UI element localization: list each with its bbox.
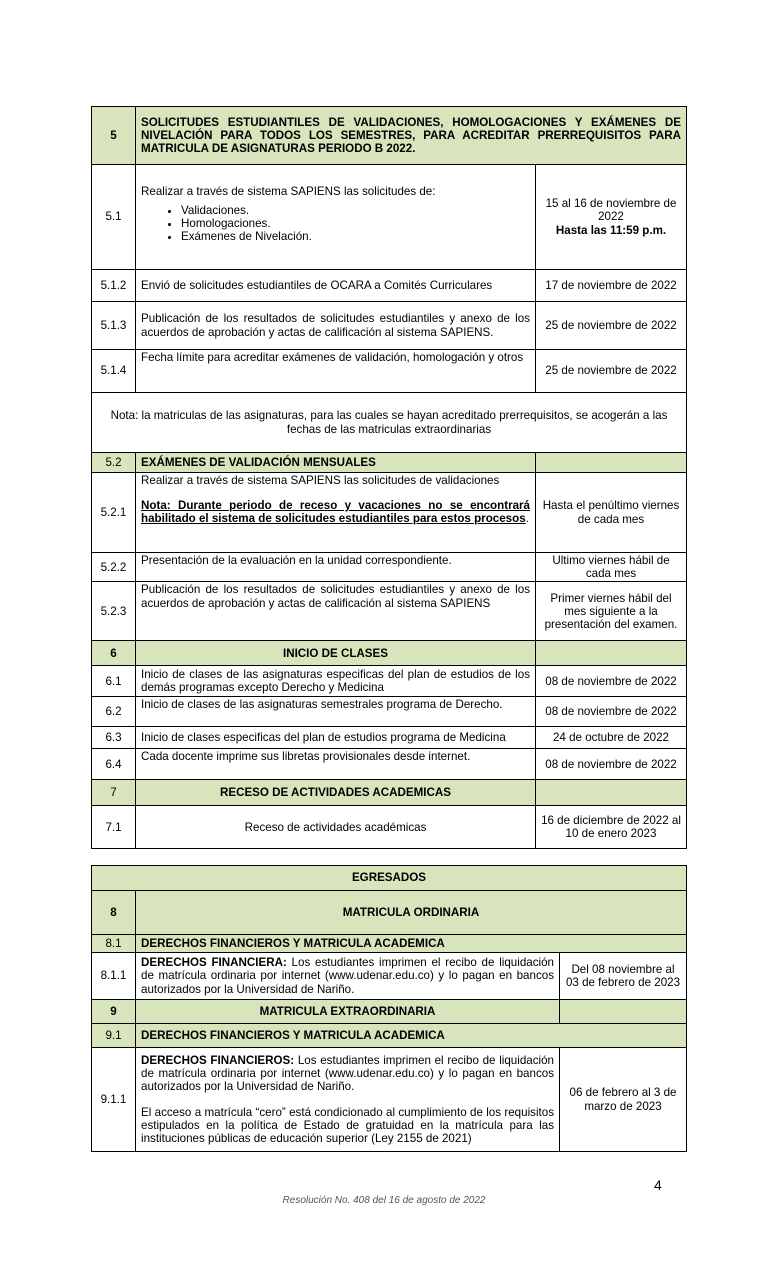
- row-description: Inicio de clases de las asignaturas especificas del plan de estudios de los demás programas excepto Derecho y Medicina: [136, 666, 536, 697]
- row-description: [136, 953, 560, 1000]
- table-row: [92, 666, 687, 697]
- footer-suffix: del 16 de agosto de 2022: [369, 1195, 486, 1206]
- row-date: 16 de diciembre de 2022 al 10 de enero 2023: [536, 806, 687, 849]
- section-number: 8.1: [92, 935, 136, 953]
- row-date: 25 de noviembre de 2022: [536, 350, 687, 393]
- note-end: .: [525, 512, 529, 526]
- section-title: DERECHOS FINANCIEROS Y MATRICULA ACADEMICA: [136, 935, 687, 953]
- row-description: Fecha límite para acreditar exámenes de validación, homologación y otros: [136, 350, 536, 393]
- section-number: 9: [92, 1000, 136, 1024]
- table-row: [92, 350, 687, 393]
- row-number: 6.1: [92, 666, 136, 697]
- row-number: 6.3: [92, 727, 136, 749]
- egresados-header-row: [92, 866, 687, 891]
- section-5-2-header-row: [92, 453, 687, 473]
- row-date: [536, 165, 687, 270]
- row-text: Los estudiantes imprimen el recibo de liquidación de matrícula ordinaria por internet (www.udenar.edu.co) y lo pagan en bancos autorizados por la Universidad de Nariño.: [141, 1053, 554, 1094]
- table-row: [92, 697, 687, 727]
- row-date: 08 de noviembre de 2022: [536, 697, 687, 727]
- row-number: 5.2.3: [92, 582, 136, 641]
- section-8-1-header-row: [92, 935, 687, 953]
- row-description: [136, 473, 536, 553]
- label-bold: DERECHOS FINANCIEROS:: [141, 1053, 295, 1067]
- table-row: [92, 806, 687, 849]
- section-title: DERECHOS FINANCIEROS Y MATRICULA ACADEMICA: [136, 1024, 687, 1048]
- row-text: Realizar a través de sistema SAPIENS las solicitudes de validaciones: [141, 474, 500, 487]
- row-date: Hasta el penúltimo viernes de cada mes: [536, 473, 687, 553]
- section-9-header-row: [92, 1000, 687, 1024]
- label-bold: DERECHOS FINANCIERA:: [141, 956, 287, 970]
- row-description: Publicación de los resultados de solicitudes estudiantiles y anexo de los acuerdos de aprobación y actas de calificación al sistema SAPIENS.: [136, 302, 536, 350]
- table-row: [92, 582, 687, 641]
- empty-cell: [536, 780, 687, 806]
- row-date: 06 de febrero al 3 de marzo de 2023: [560, 1048, 687, 1152]
- row-description: Inicio de clases de las asignaturas semestrales programa de Derecho.: [136, 697, 536, 727]
- row-intro: Realizar a través de sistema SAPIENS las solicitudes de:: [141, 184, 436, 198]
- section-8-header-row: [92, 891, 687, 935]
- list-item: • Validaciones.: [181, 204, 530, 217]
- calendar-table-students: [91, 106, 687, 849]
- request-list: [141, 204, 530, 244]
- empty-cell: [560, 1000, 687, 1024]
- section-6-header-row: [92, 641, 687, 666]
- row-date: 08 de noviembre de 2022: [536, 749, 687, 780]
- row-number: 6.2: [92, 697, 136, 727]
- row-description: Presentación de la evaluación en la unidad correspondiente.: [136, 553, 536, 582]
- row-number: 9.1.1: [92, 1048, 136, 1152]
- row-date: 24 de octubre de 2022: [536, 727, 687, 749]
- row-number: 5.2.1: [92, 473, 136, 553]
- row-number: 5.2.2: [92, 553, 136, 582]
- row-description: Receso de actividades académicas: [136, 806, 536, 849]
- row-number: 5.1.4: [92, 350, 136, 393]
- section-number: 6: [92, 641, 136, 666]
- section-number: 5.2: [92, 453, 136, 473]
- section-number: 8: [92, 891, 136, 935]
- table-row: [92, 953, 687, 1000]
- section-5-header-row: [92, 107, 687, 165]
- table-row: [92, 302, 687, 350]
- table-row: [92, 270, 687, 302]
- page-number: 4: [654, 1177, 662, 1193]
- date-range: 15 al 16 de noviembre de 2022: [545, 197, 677, 224]
- row-description: [136, 165, 536, 270]
- list-item: • Exámenes de Nivelación.: [181, 230, 530, 243]
- zero-enrollment-text: El acceso a matrícula “cero” está condicionado al cumplimiento de los requisitos estipulados en la política de Estado de gratuidad en la matrícula para las instituciones públicas de educación superior (Ley 2155 de 2021): [141, 1105, 554, 1145]
- section-title: SOLICITUDES ESTUDIANTILES DE VALIDACIONES, HOMOLOGACIONES Y EXÁMENES DE NIVELACIÓN PARA TODOS LOS SEMESTRES, PARA ACREDITAR PRERREQUISITOS PARA MATRICULA DE ASIGNATURAS PERIODO B 2022.: [136, 107, 687, 165]
- footer-resolution: [0, 1195, 768, 1206]
- table-row: [92, 553, 687, 582]
- row-date: Ultimo viernes hábil de cada mes: [536, 553, 687, 582]
- empty-cell: [536, 641, 687, 666]
- row-number: 6.4: [92, 749, 136, 780]
- row-description: Envió de solicitudes estudiantiles de OCARA a Comités Curriculares: [136, 270, 536, 302]
- row-number: 7.1: [92, 806, 136, 849]
- section-title: RECESO DE ACTIVIDADES ACADEMICAS: [136, 780, 536, 806]
- table-row: [92, 727, 687, 749]
- section-7-header-row: [92, 780, 687, 806]
- table-row: [92, 165, 687, 270]
- row-number: 5.1: [92, 165, 136, 270]
- row-date: 17 de noviembre de 2022: [536, 270, 687, 302]
- egresados-title: EGRESADOS: [92, 866, 687, 891]
- row-date: 25 de noviembre de 2022: [536, 302, 687, 350]
- section-9-1-header-row: [92, 1024, 687, 1048]
- section-title: MATRICULA ORDINARIA: [136, 891, 687, 935]
- row-date: 08 de noviembre de 2022: [536, 666, 687, 697]
- row-number: 8.1.1: [92, 953, 136, 1000]
- section-number: 7: [92, 780, 136, 806]
- deadline-time: Hasta las 11:59 p.m.: [555, 223, 667, 237]
- section-title: MATRICULA EXTRAORDINARIA: [136, 1000, 560, 1024]
- row-description: Cada docente imprime sus libretas provisionales desde internet.: [136, 749, 536, 780]
- row-number: 5.1.2: [92, 270, 136, 302]
- footer-prefix: Resolución No. 408: [282, 1195, 370, 1206]
- table-row: [92, 1048, 687, 1152]
- recess-note: Nota: Durante periodo de receso y vacaciones no se encontrará habilitado el sistema de solicitudes estudiantiles para estos procesos: [141, 499, 530, 526]
- row-description: Publicación de los resultados de solicitudes estudiantiles y anexo de los acuerdos de aprobación y actas de calificación al sistema SAPIENS: [136, 582, 536, 641]
- calendar-table-graduates: [91, 865, 687, 1152]
- list-item: • Homologaciones.: [181, 217, 530, 230]
- row-date: Primer viernes hábil del mes siguiente a la presentación del examen.: [536, 582, 687, 641]
- row-number: 5.1.3: [92, 302, 136, 350]
- row-description: [136, 1048, 560, 1152]
- table-row: [92, 473, 687, 553]
- prerequisite-note: Nota: la matriculas de las asignaturas, para las cuales se hayan acreditado prerrequisitos, se acogerán a las fechas de las matriculas extraordinarias: [92, 393, 687, 453]
- section-title: EXÁMENES DE VALIDACIÓN MENSUALES: [136, 453, 536, 473]
- section-title: INICIO DE CLASES: [136, 641, 536, 666]
- empty-cell: [536, 453, 687, 473]
- row-date: Del 08 noviembre al 03 de febrero de 2023: [560, 953, 687, 1000]
- table-row: [92, 749, 687, 780]
- section-number: 9.1: [92, 1024, 136, 1048]
- row-text: Los estudiantes imprimen el recibo de liquidación de matrícula ordinaria por internet (www.udenar.edu.co) y lo pagan en bancos autorizados por la Universidad de Nariño.: [141, 956, 554, 996]
- note-row: [92, 393, 687, 453]
- section-number: 5: [92, 107, 136, 165]
- row-description: Inicio de clases especificas del plan de estudios programa de Medicina: [136, 727, 536, 749]
